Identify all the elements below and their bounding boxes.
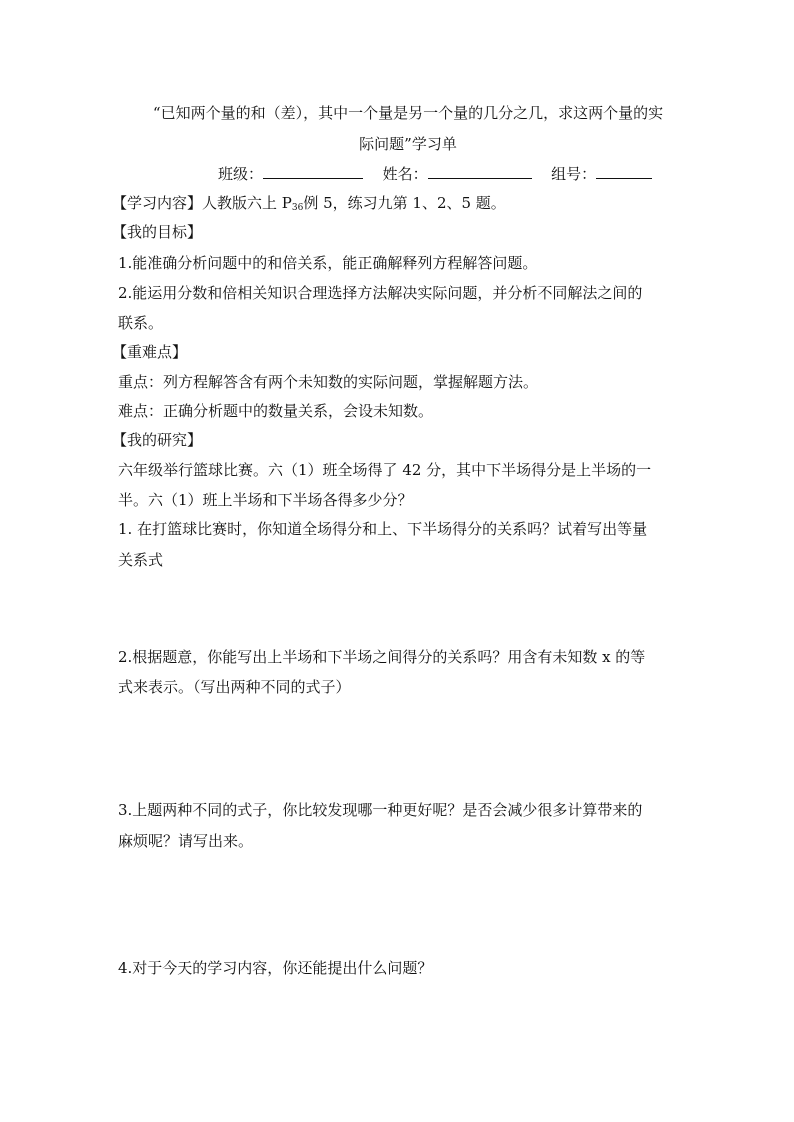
question-2-line-1: 2.根据题意，你能写出上半场和下半场之间得分的关系吗？用含有未知数 x 的等: [118, 648, 646, 666]
problem-line-2: 半。六（1）班上半场和下半场各得多少分？: [118, 491, 413, 509]
research-header: 【我的研究】: [112, 431, 203, 449]
goal-item-2-line-1: 2.能运用分数和倍相关知识合理选择方法解决实际问题，并分析不同解法之间的: [118, 284, 643, 302]
learning-content: [112, 193, 506, 218]
question-1-line-1: 1. 在打篮球比赛时，你知道全场得分和上、下半场得分的关系吗？试着写出等量: [118, 520, 648, 538]
info-row: [218, 164, 652, 184]
difficult-point: 难点：正确分析题中的数量关系，会设未知数。: [118, 402, 434, 420]
title-line-1: “已知两个量的和（差），其中一个量是另一个量的几分之几，求这两个量的实: [152, 104, 664, 122]
group-blank[interactable]: [596, 164, 652, 179]
class-blank[interactable]: [263, 164, 363, 179]
content-prefix: 【学习内容】人教版六上 P: [112, 194, 292, 212]
content-page-subscript: 36: [291, 203, 304, 213]
goals-header: 【我的目标】: [112, 223, 203, 241]
question-2-line-2: 式来表示。（写出两种不同的式子）: [118, 678, 351, 696]
question-1-line-2: 关系式: [118, 551, 164, 569]
class-label: 班级：: [218, 165, 264, 183]
question-4: 4.对于今天的学习内容，你还能提出什么问题？: [118, 959, 433, 977]
name-blank[interactable]: [428, 164, 532, 179]
question-3-line-2: 麻烦呢？请写出来。: [118, 832, 254, 850]
name-label: 姓名：: [382, 165, 428, 183]
content-suffix: 例 5，练习九第 1、2、5 题。: [303, 194, 506, 212]
title-line-2: 际问题”学习单: [359, 135, 457, 153]
key-point: 重点：列方程解答含有两个未知数的实际问题，掌握解题方法。: [118, 373, 539, 391]
keypoints-header: 【重难点】: [112, 343, 188, 361]
goal-item-2-line-2: 联系。: [118, 314, 164, 332]
group-label: 组号：: [551, 165, 597, 183]
question-3-line-1: 3.上题两种不同的式子，你比较发现哪一种更好呢？是否会减少很多计算带来的: [118, 801, 643, 819]
problem-line-1: 六年级举行篮球比赛。六（1）班全场得了 42 分，其中下半场得分是上半场的一: [118, 461, 652, 479]
goal-item-1: 1.能准确分析问题中的和倍关系，能正确解释列方程解答问题。: [118, 254, 538, 272]
